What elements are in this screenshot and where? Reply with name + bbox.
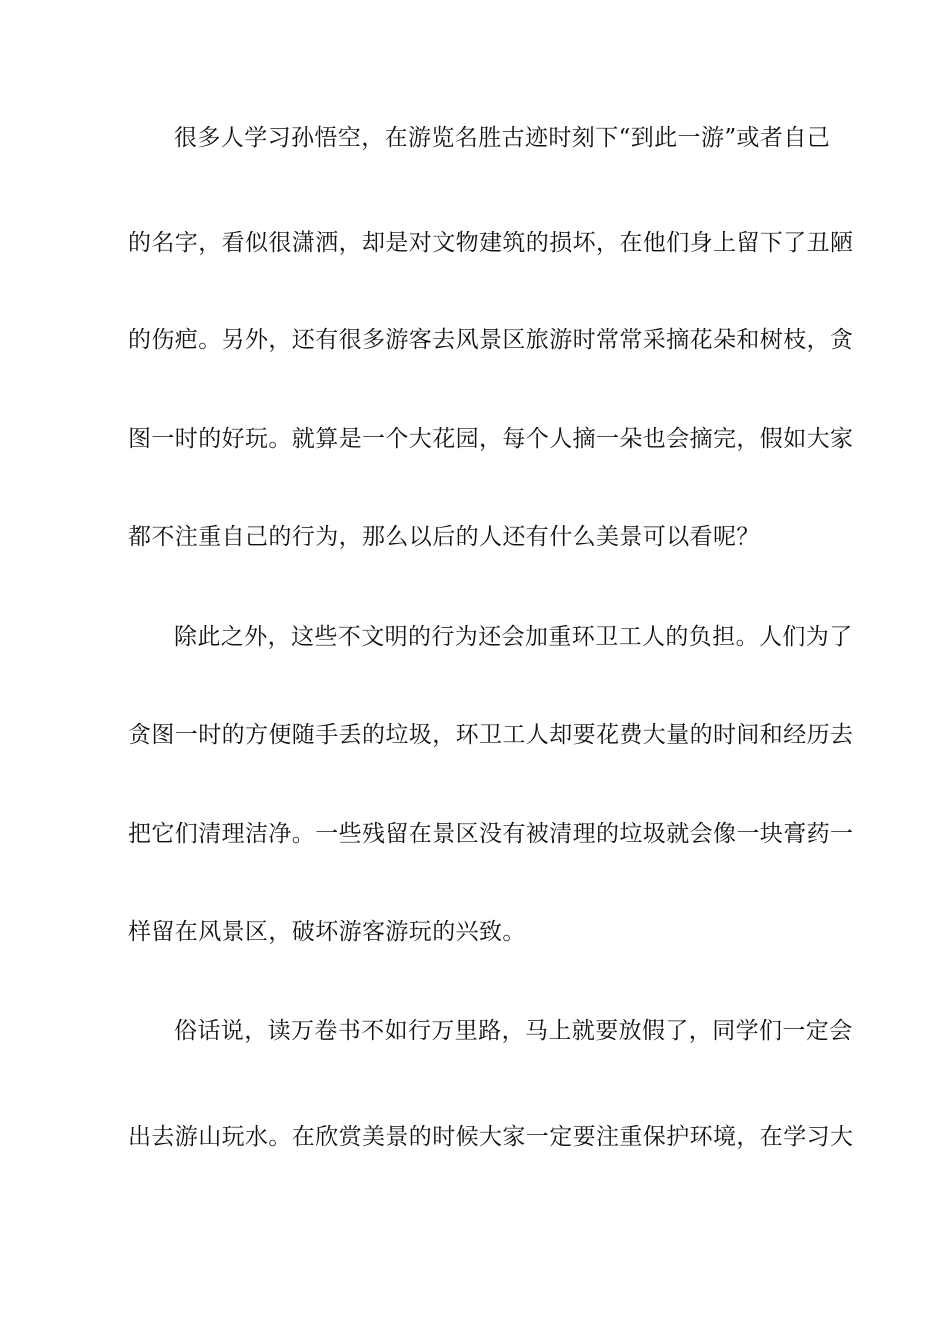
paragraph-1-line-1: 很多人学习孙悟空，在游览名胜古迹时刻下“到此一游”或者自己: [174, 125, 831, 151]
paragraph-3-line-2: 出去游山玩水。在欣赏美景的时候大家一定要注重保护环境，在学习大: [128, 1124, 854, 1150]
paragraph-1-line-4: 图一时的好玩。就算是一个大花园，每个人摘一朵也会摘完，假如大家: [128, 426, 854, 452]
paragraph-2-line-4: 样留在风景区，破坏游客游玩的兴致。: [128, 919, 526, 945]
paragraph-1-line-3: 的伤疤。另外，还有很多游客去风景区旅游时常常采摘花朵和树枝，贪: [128, 327, 854, 353]
paragraph-2-line-2: 贪图一时的方便随手丢的垃圾，环卫工人却要花费大量的时间和经历去: [128, 722, 854, 748]
paragraph-2-line-3: 把它们清理洁净。一些残留在景区没有被清理的垃圾就会像一块膏药一: [128, 821, 854, 847]
paragraph-2-line-1: 除此之外，这些不文明的行为还会加重环卫工人的负担。人们为了: [174, 624, 853, 650]
paragraph-1-line-5: 都不注重自己的行为，那么以后的人还有什么美景可以看呢？: [128, 524, 760, 550]
paragraph-1-line-2: 的名字，看似很潇洒，却是对文物建筑的损坏，在他们身上留下了丑陋: [128, 230, 854, 256]
paragraph-3-line-1: 俗话说，读万卷书不如行万里路，马上就要放假了，同学们一定会: [174, 1018, 853, 1044]
